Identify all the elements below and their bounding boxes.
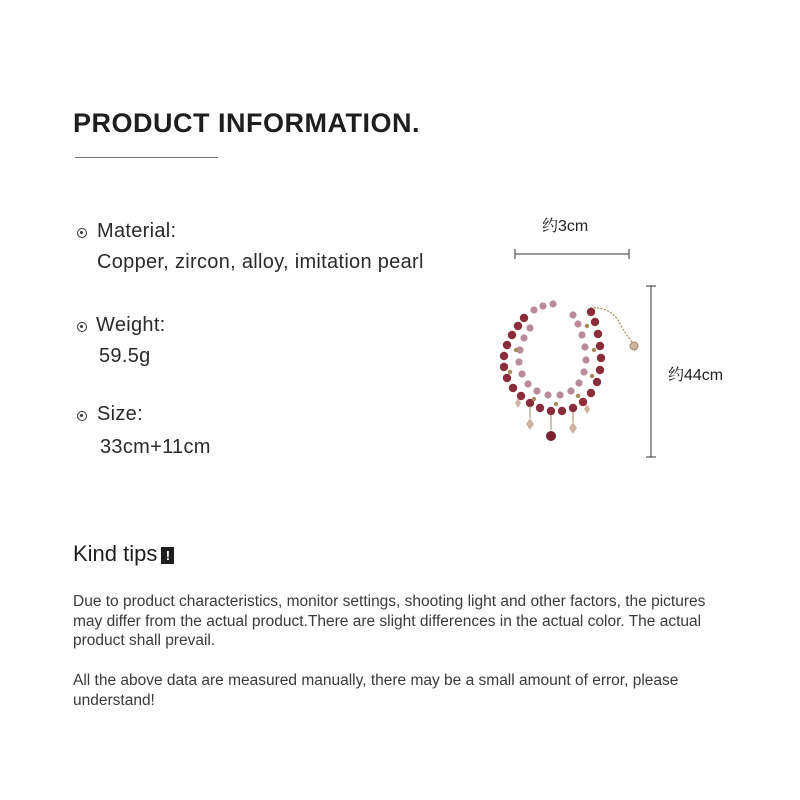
length-dimension-label: 约44cm bbox=[668, 367, 724, 384]
tips-paragraph-measurement: All the above data are measured manually, there may be a small amount of error, please understand! bbox=[73, 672, 679, 709]
spec-value-material: Copper, zircon, alloy, imitation pearl bbox=[97, 251, 424, 273]
width-dimension-label: 约3cm bbox=[542, 218, 589, 235]
spec-value-size: 33cm+11cm bbox=[100, 436, 211, 458]
title-divider bbox=[75, 157, 218, 158]
spec-label-material: Material: bbox=[97, 220, 177, 242]
bullet-circle-icon bbox=[77, 411, 87, 421]
necklace-image bbox=[490, 280, 650, 460]
tips-paragraph-disclaimer: Due to product characteristics, monitor settings, shooting light and other factors, the pictures may differ from the actual product.There are slight differences in the actual color. The actual product shall prevail. bbox=[73, 593, 706, 649]
bullet-circle-icon bbox=[77, 228, 87, 238]
bullet-circle-icon bbox=[77, 322, 87, 332]
spec-label-weight: Weight: bbox=[96, 314, 166, 336]
exclamation-icon: ! bbox=[161, 547, 174, 564]
tips-heading bbox=[73, 541, 174, 567]
tips-title-text: Kind tips bbox=[73, 541, 158, 566]
page-title: PRODUCT INFORMATION. bbox=[73, 108, 420, 138]
spec-value-weight: 59.5g bbox=[99, 345, 151, 367]
width-dimension-line bbox=[510, 246, 635, 262]
spec-label-size: Size: bbox=[97, 403, 143, 425]
